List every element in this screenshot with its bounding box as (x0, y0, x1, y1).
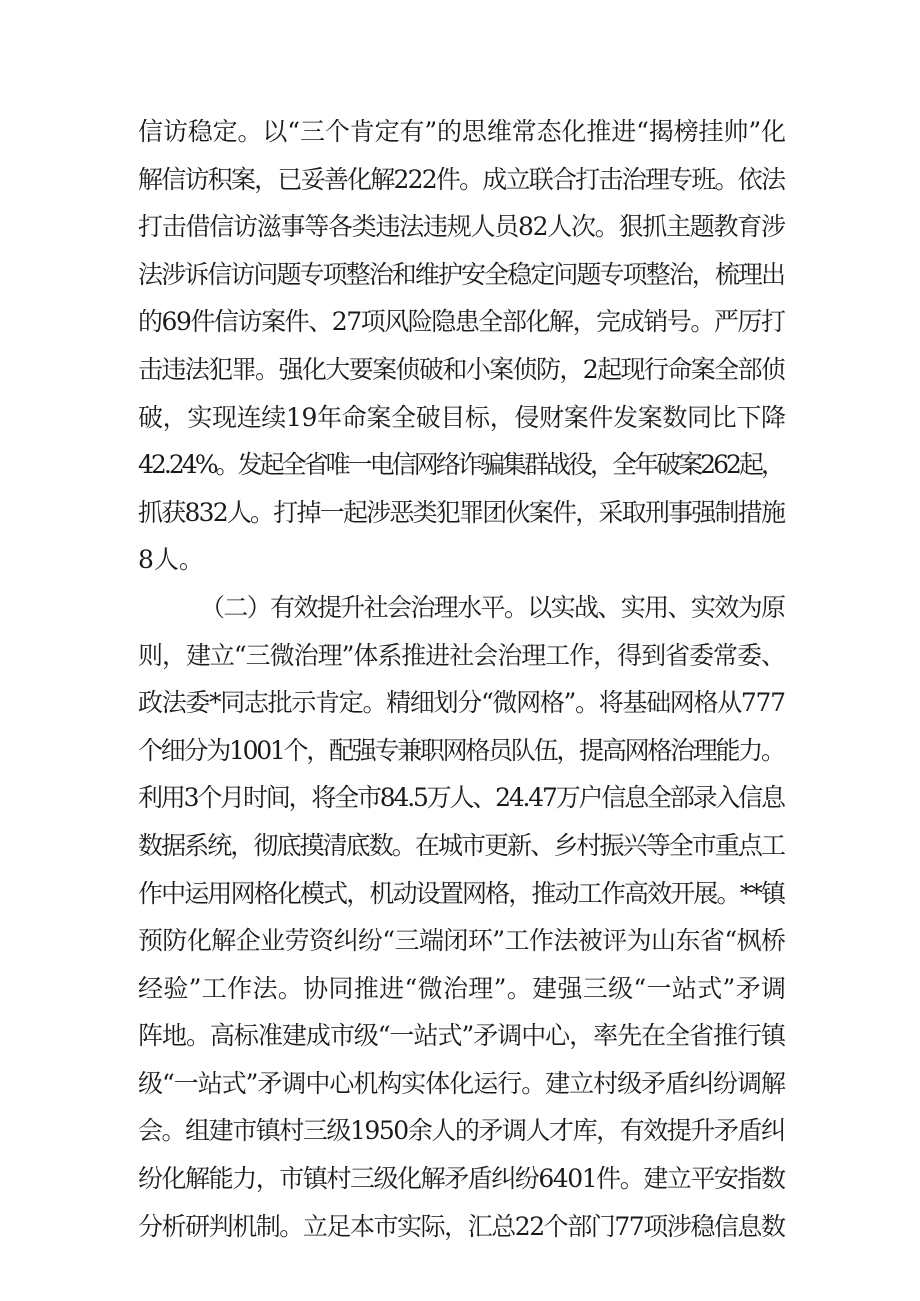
text-line (138, 632, 786, 680)
text-line-content: 利用3个月时间，将全市84.5万人、24.47万户信息全部录入信息 (138, 783, 784, 813)
text-line-content: 抓获832人。打掉一起涉恶类犯罪团伙案件，采取刑事强制措施 (138, 497, 785, 527)
text-line-content: 8人。 (138, 545, 204, 575)
text-line (138, 441, 786, 489)
text-line (138, 394, 786, 442)
text-line (138, 536, 786, 584)
text-line (138, 1060, 786, 1108)
text-line-content: 经验”工作法。协同推进“微治理”。建强三级“一站式”矛调 (138, 973, 787, 1003)
text-line-content: 级“一站式”矛调中心机构实体化运行。建立村级矛盾纠纷调解 (138, 1068, 785, 1098)
text-line-content: 分析研判机制。立足本市实际，汇总22个部门77项涉稳信息数 (138, 1211, 785, 1241)
text-line (138, 108, 786, 156)
text-line-content: 作中运用网格化模式，机动设置网格，推动工作高效开展。**镇 (138, 878, 785, 908)
text-line (138, 1012, 786, 1060)
text-line-content: 的69件信访案件、27项风险隐患全部化解，完成销号。严厉打 (138, 307, 785, 337)
text-line (138, 1203, 786, 1251)
text-line (138, 346, 786, 394)
text-line-content: 政法委*同志批示肯定。精细划分“微网格”。将基础网格从777 (138, 688, 785, 718)
text-line-content: 数据系统，彻底摸清底数。在城市更新、乡村振兴等全市重点工 (138, 830, 785, 860)
text-line (138, 1155, 786, 1203)
text-line-content: 打击借信访滋事等各类违法违规人员82人次。狠抓主题教育涉 (138, 212, 785, 242)
text-line (138, 489, 786, 537)
text-line-content: 解信访积案，已妥善化解222件。成立联合打击治理专班。依法 (138, 164, 785, 194)
text-line-content: 会。组建市镇村三级1950余人的矛调人才库，有效提升矛盾纠 (138, 1116, 785, 1146)
text-line (138, 917, 786, 965)
text-line (138, 822, 786, 870)
text-line (138, 584, 786, 632)
text-line (138, 156, 786, 204)
text-line-content: 阵地。高标准建成市级“一站式”矛调中心，率先在全省推行镇 (138, 1021, 785, 1051)
text-line-content: 42.24%。发起全省唯一电信网络诈骗集群战役，全年破案262起， (138, 450, 784, 480)
text-line-content: 个细分为1001个，配强专兼职网格员队伍，提高网格治理能力。 (138, 735, 784, 765)
text-line (138, 203, 786, 251)
text-line-content: 纷化解能力，市镇村三级化解矛盾纠纷6401件。建立平安指数 (138, 1164, 785, 1194)
text-line (138, 1107, 786, 1155)
text-line-content: （二）有效提升社会治理水平。以实战、实用、实效为原 (200, 592, 785, 622)
text-line (138, 251, 786, 299)
text-line-content: 击违法犯罪。强化大要案侦破和小案侦防，2起现行命案全部侦 (138, 354, 785, 384)
body-text (138, 108, 786, 1250)
text-line (138, 679, 786, 727)
text-line (138, 965, 786, 1013)
text-line-content: 法涉诉信访问题专项整治和维护安全稳定问题专项整治，梳理出 (138, 259, 785, 289)
text-line (138, 298, 786, 346)
text-line-content: 则，建立“三微治理”体系推进社会治理工作，得到省委常委、 (138, 640, 785, 670)
text-line-content: 破，实现连续19年命案全破目标，侵财案件发案数同比下降 (138, 402, 786, 432)
text-line (138, 774, 786, 822)
text-line-content: 预防化解企业劳资纠纷“三端闭环”工作法被评为山东省“枫桥 (138, 926, 786, 956)
text-line (138, 870, 786, 918)
text-line-content: 信访稳定。以“三个肯定有”的思维常态化推进“揭榜挂帅”化 (138, 117, 786, 146)
text-line (138, 727, 786, 775)
